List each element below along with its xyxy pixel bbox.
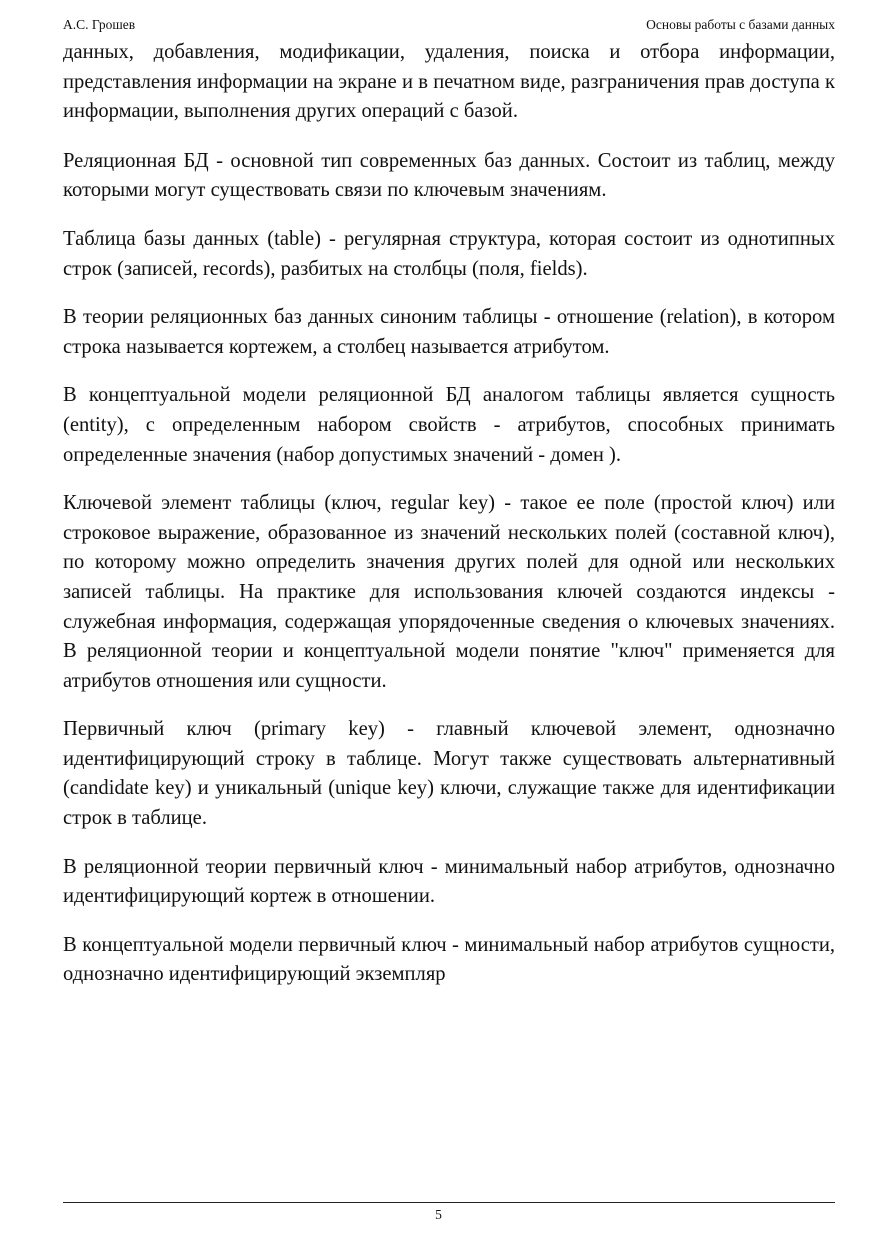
footer-divider <box>63 1202 835 1203</box>
paragraph-table: Таблица базы данных (table) - регулярная структура, которая состоит из однотипных строк (записей, records), разбитых на столбцы (поля, fields). <box>63 227 835 280</box>
running-header <box>63 16 835 34</box>
paragraph-entity: В концептуальной модели реляционной БД аналогом таблицы является сущность (entity), с определенным набором свойств - атрибутов, способных принимать определенные значения (набор допустимых значений - домен ). <box>63 384 835 466</box>
paragraph-conceptual-model-key: В концептуальной модели первичный ключ - минимальный набор атрибутов сущности, однозначно идентифицирующий экземпляр <box>63 933 835 986</box>
body-text <box>63 38 835 1009</box>
page-number: 5 <box>435 1207 442 1222</box>
paragraph-regular-key: Ключевой элемент таблицы (ключ, regular key) - такое ее поле (простой ключ) или строковое выражение, образованное из значений нескольких полей (составной ключ), по которому можно определить значения других полей для одной или нескольких записей таблицы. На практике для использования ключей создаются индексы - служебная информация, содержащая упорядоченные сведения о ключевых значениях. В реляционной теории и концептуальной модели понятие "ключ" применяется для атрибутов отношения или сущности. <box>63 492 835 692</box>
paragraph-primary-key: Первичный ключ (primary key) - главный ключевой элемент, однозначно идентифицирующий строку в таблице. Могут также существовать альтернативный (candidate key) и уникальный (unique key) ключи, служащие также для идентификации строк в таблице. <box>63 718 835 830</box>
paragraph-continued: данных, добавления, модификации, удаления, поиска и отбора информации, представления информации на экране и в печатном виде, разграничения прав доступа к информации, выполнения других операций с базой. <box>63 41 835 123</box>
header-book-title: Основы работы с базами данных <box>646 17 835 32</box>
header-author: А.С. Грошев <box>63 17 136 32</box>
paragraph-relational-theory-key: В реляционной теории первичный ключ - минимальный набор атрибутов, однозначно идентифицирующий кортеж в отношении. <box>63 855 835 908</box>
paragraph-relation: В теории реляционных баз данных синоним таблицы - отношение (relation), в котором строка называется кортежем, а столбец называется атрибутом. <box>63 306 835 358</box>
paragraph-relational-db: Реляционная БД - основной тип современных баз данных. Состоит из таблиц, между которыми могут существовать связи по ключевым значениям. <box>63 149 835 202</box>
